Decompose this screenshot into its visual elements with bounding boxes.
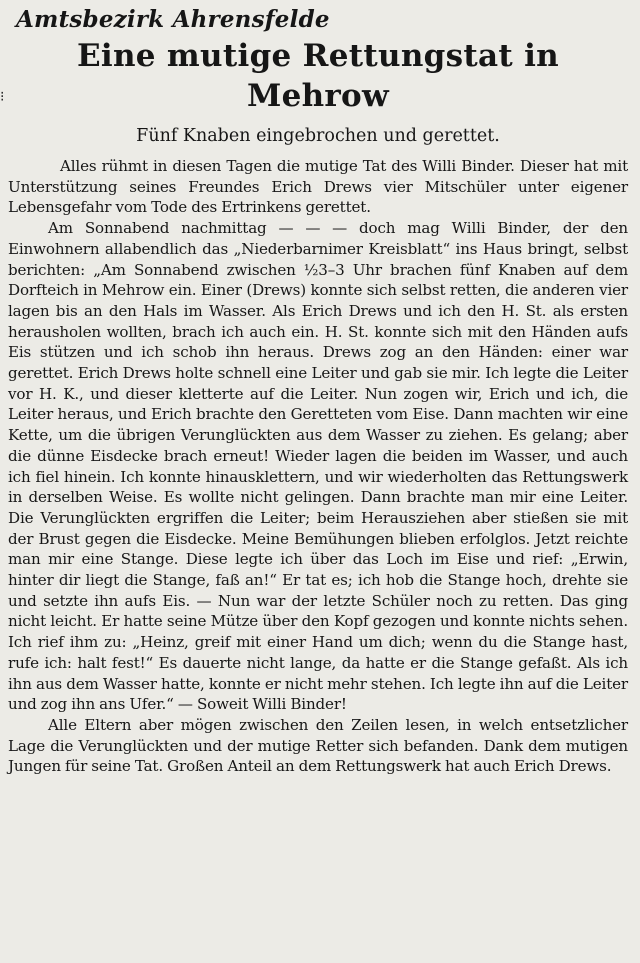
paragraph-closing: Alle Eltern aber mögen zwischen den Zeilen lesen, in welch entsetzlicher Lage die Verunglückten und der mutige Retter sich befanden. Dank dem mutigen Jungen für seine Tat. Großen Anteil an dem Rettungswerk hat auch Erich Drews. [8,715,628,776]
district-kicker: Amtsbezirk Ahrensfelde [16,6,330,33]
paragraph-report: Am Sonnabend nachmittag — — — doch mag Willi Binder, der den Einwohnern allabendlich das „Niederbarnimer Kreisblatt“ ins Haus bringt, selbst berichten: „Am Sonnabend zwischen ½3–3 Uhr brachen fünf Knaben auf dem Dorfteich in Mehrow ein. Einer (Drews) konnte sich selbst retten, die anderen vier lagen bis an den Hals im Wasser. Als Erich Drews und ich den H. St. als ersten herausholen wollten, brach ich auch ein. H. St. konnte sich mit den Händen aufs Eis stützen und ich schob ihn heraus. Drews zog an den Händen: einer war gerettet. Erich Drews holte schnell eine Leiter und gab sie mir. Ich legte die Leiter vor H. K., und dieser kletterte auf die Leiter. Nun zogen wir, Erich und ich, die Leiter heraus, und Erich brachte den Geretteten vom Eise. Dann machten wir eine Kette, um die übrigen Verunglückten aus dem Wasser zu ziehen. Es gelang; aber die dünne Eisdecke brach erneut! Wieder lagen die beiden im Wasser, und auch ich fiel hinein. Ich konnte hinausklettern, und wir wiederholten das Rettungswerk in derselben Weise. Es wollte nicht gelingen. Dann brachte man mir eine Leiter. Die Verunglückten ergriffen die Leiter; beim Herausziehen aber stießen sie mit der Brust gegen die Eisdecke. Meine Bemühungen blieben erfolglos. Jetzt reichte man mir eine Stange. Diese legte ich über das Loch im Eise und rief: „Erwin, hinter dir liegt die Stange, faß an!“ Er tat es; ich hob die Stange hoch, drehte sie und setzte ihn aufs Eis. — Nun war der letzte Schüler noch zu retten. Das ging nicht leicht. Er hatte seine Mütze über den Kopf gezogen und konnte nichts sehen. Ich rief ihm zu: „Heinz, greif mit einer Hand um dich; wenn du die Stange hast, rufe ich: halt fest!“ Es dauerte nicht lange, da hatte er die Stange gefaßt. Als ich ihn aus dem Wasser hatte, konnte er nicht mehr stehen. Ich legte ihn auf die Leiter und zog ihn ans Ufer.“ — Soweit Willi Binder! [8,219,628,714]
paragraph-intro: Alles rühmt in diesen Tagen die mutige Tat des Willi Binder. Dieser hat mit Unterstützung seines Freundes Erich Drews vier Mitschüler unter eigener Lebensgefahr vom Tode des Ertrinkens gerettet. [8,157,628,217]
article-body [8,156,628,777]
margin-mark: ⁝ [0,89,5,105]
article-headline: Eine mutige Rettungstat in Mehrow [76,38,560,114]
article-subheadline: Fünf Knaben eingebrochen und gerettet. [136,126,500,146]
